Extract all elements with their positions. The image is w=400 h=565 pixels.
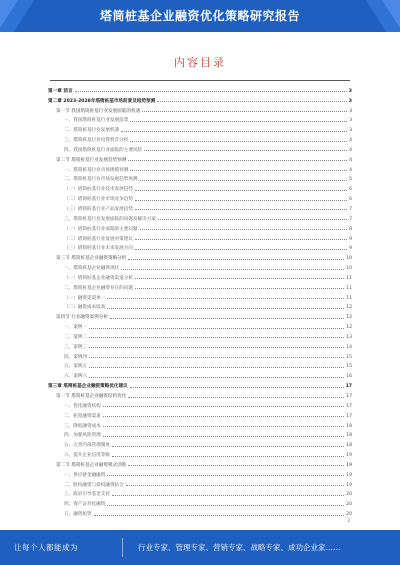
toc-entry[interactable] xyxy=(48,222,352,232)
toc-entry-title: 第二节 塔筒桩基行业发展趋势预测 xyxy=(56,157,127,163)
toc-entry[interactable] xyxy=(48,281,352,291)
toc-leader-dots xyxy=(140,180,348,181)
toc-entry[interactable] xyxy=(48,271,352,281)
toc-entry[interactable] xyxy=(48,310,352,320)
toc-entry[interactable] xyxy=(48,251,352,261)
toc-entry-page: 17 xyxy=(346,394,352,399)
toc-entry-title: 六、案例六 xyxy=(64,374,87,380)
toc-entry[interactable] xyxy=(48,94,352,104)
toc-entry-title: 二、股权融资与债权融资结合 xyxy=(64,482,124,488)
toc-leader-dots xyxy=(126,485,344,486)
toc-entry-title: 第二节 塔筒桩基企业融资模式创新 xyxy=(56,462,127,468)
toc-entry-title: 二、塔筒桩基行业市场发展趋势预测 xyxy=(64,177,138,183)
toc-entry-page: 15 xyxy=(346,354,352,360)
toc-entry-page: 20 xyxy=(346,502,352,508)
toc-entry[interactable] xyxy=(48,242,352,252)
toc-leader-dots xyxy=(107,308,344,309)
toc-entry[interactable] xyxy=(48,182,352,192)
toc-entry-title: 四、我国塔筒桩基行业面临的主要风险 xyxy=(64,147,143,153)
toc-entry[interactable] xyxy=(48,163,352,173)
toc-leader-dots xyxy=(94,515,345,516)
toc-entry-page: 17 xyxy=(345,384,352,390)
toc-entry-title: 第一节 塔筒桩基企业融资结构优化 xyxy=(56,394,127,399)
toc-entry-page: 20 xyxy=(346,492,352,498)
toc-entry-title: 一、塔筒桩基企业融资现状 xyxy=(64,266,120,272)
toc-entry-page: 7 xyxy=(349,206,352,212)
toc-leader-dots xyxy=(130,170,347,171)
toc-entry-title: 四、加强风险管理 xyxy=(64,433,101,439)
toc-leader-dots xyxy=(128,397,344,398)
toc-leader-dots xyxy=(135,278,344,279)
toc-entry-page: 3 xyxy=(349,128,352,134)
toc-entry-title: 第三章 塔筒桩基企业融资策略优化建议 xyxy=(48,384,128,390)
toc-entry-page: 11 xyxy=(346,285,352,291)
toc-entry[interactable] xyxy=(48,458,352,468)
toc-entry-page: 9 xyxy=(349,246,352,252)
toc-entry-title: 一、供应链金融融资 xyxy=(64,472,106,478)
toc-entry[interactable] xyxy=(48,399,352,409)
toc-entry-page: 7 xyxy=(349,216,352,222)
toc-entry[interactable] xyxy=(48,478,352,488)
toc-leader-dots xyxy=(112,446,344,447)
toc-entry-page: 17 xyxy=(346,413,352,419)
toc-entry-title: 一、塔筒桩基行业市场规模预测 xyxy=(64,167,129,173)
toc-entry-title: 五、融资租赁 xyxy=(64,512,92,518)
toc-leader-dots xyxy=(89,347,344,348)
toc-entry-title: （一）塔筒桩基企业融资渠道分析 xyxy=(64,275,133,281)
toc-entry-title: 四、案例四 xyxy=(64,354,87,360)
toc-entry[interactable] xyxy=(48,379,352,389)
toc-entry[interactable] xyxy=(48,468,352,478)
toc-divider xyxy=(50,80,350,81)
toc-entry-title: 第一章 前言 xyxy=(48,88,73,94)
toc-entry-page: 18 xyxy=(346,423,352,429)
toc-entry-page: 6 xyxy=(349,197,352,203)
table-of-contents xyxy=(48,84,352,517)
toc-entry-page: 12 xyxy=(346,315,352,321)
toc-leader-dots xyxy=(130,121,347,122)
toc-entry[interactable] xyxy=(48,419,352,429)
toc-entry[interactable] xyxy=(48,429,352,439)
toc-entry[interactable] xyxy=(48,133,352,143)
toc-entry[interactable] xyxy=(48,340,352,350)
toc-leader-dots xyxy=(89,377,344,378)
toc-leader-dots xyxy=(121,131,347,132)
toc-entry[interactable] xyxy=(48,192,352,202)
toc-leader-dots xyxy=(135,249,347,250)
toc-leader-dots xyxy=(89,337,344,338)
toc-leader-dots xyxy=(135,190,347,191)
toc-leader-dots xyxy=(107,475,344,476)
toc-entry-title: 三、政府引导基金支持 xyxy=(64,492,110,498)
toc-entry[interactable] xyxy=(48,173,352,183)
toc-leader-dots xyxy=(130,141,347,142)
toc-leader-dots xyxy=(121,269,344,270)
toc-entry[interactable] xyxy=(48,507,352,517)
header-bar xyxy=(0,0,400,32)
toc-entry-title: （二）融资成本较高 xyxy=(64,305,106,311)
toc-entry-page: 18 xyxy=(346,443,352,449)
toc-entry-page: 10 xyxy=(346,266,352,272)
toc-entry-title: （一）融资渠道单一 xyxy=(64,295,106,301)
toc-entry-title: 三、降低融资成本 xyxy=(64,423,101,429)
toc-entry-title: 三、塔筒桩基行业投资机会分析 xyxy=(64,138,129,144)
toc-entry-page: 9 xyxy=(349,236,352,242)
toc-entry-title: 二、案例二 xyxy=(64,334,87,340)
toc-entry-page: 10 xyxy=(346,256,352,262)
toc-entry-page: 11 xyxy=(346,295,352,301)
toc-entry[interactable] xyxy=(48,301,352,311)
footer-slogan-right: 行业专家、管理专家、营销专家、战略专家、成功企业家…… xyxy=(138,543,341,552)
toc-entry[interactable] xyxy=(48,360,352,370)
toc-entry[interactable] xyxy=(48,232,352,242)
toc-entry[interactable] xyxy=(48,123,352,133)
toc-leader-dots xyxy=(135,209,347,210)
toc-entry[interactable] xyxy=(48,114,352,124)
toc-leader-dots xyxy=(89,357,344,358)
toc-entry-page: 3 xyxy=(348,98,352,104)
toc-entry-page: 3 xyxy=(349,108,352,114)
toc-leader-dots xyxy=(128,160,347,161)
toc-entry-page: 18 xyxy=(346,433,352,439)
toc-entry-page: 8 xyxy=(349,226,352,232)
toc-entry-title: 五、完善内部管理制度 xyxy=(64,443,110,449)
toc-leader-dots xyxy=(135,200,347,201)
toc-entry-title: 三、案例三 xyxy=(64,344,87,350)
toc-leader-dots xyxy=(110,318,344,319)
toc-entry-title: 一、我国塔筒桩基行业发展前景 xyxy=(64,118,129,124)
toc-leader-dots xyxy=(142,111,347,112)
toc-entry[interactable] xyxy=(48,202,352,212)
toc-leader-dots xyxy=(103,416,344,417)
toc-entry[interactable] xyxy=(48,438,352,448)
page-number: 2 xyxy=(347,518,350,523)
toc-entry-title: （三）塔筒桩基行业产品发展趋势 xyxy=(64,206,133,212)
toc-entry-title: 二、拓宽融资渠道 xyxy=(64,413,101,419)
toc-entry-page: 3 xyxy=(349,118,352,124)
toc-entry-title: 二、塔筒桩基企业融资存在的问题 xyxy=(64,285,133,291)
toc-entry-page: 4 xyxy=(349,147,352,153)
toc-entry-title: 二、塔筒桩基行业发展机遇 xyxy=(64,128,120,134)
toc-entry-title: 第一节 我国塔筒桩基行业发展面临的机遇 xyxy=(56,108,141,114)
toc-entry[interactable] xyxy=(48,389,352,399)
toc-leader-dots xyxy=(107,298,344,299)
toc-entry-title: 五、案例五 xyxy=(64,364,87,370)
toc-leader-dots xyxy=(103,426,344,427)
toc-entry-page: 12 xyxy=(346,305,352,311)
toc-entry-title: 一、优化融资结构 xyxy=(64,403,101,409)
toc-entry-page: 16 xyxy=(346,374,352,380)
toc-entry[interactable] xyxy=(48,409,352,419)
report-title: 塔筒桩基企业融资优化策略研究报告 xyxy=(99,9,300,23)
toc-entry-title: （一）塔筒桩基行业技术发展趋势 xyxy=(64,187,133,193)
toc-leader-dots xyxy=(130,387,344,388)
toc-leader-dots xyxy=(103,436,344,437)
toc-entry[interactable] xyxy=(48,261,352,271)
toc-leader-dots xyxy=(89,328,344,329)
footer-slogan-left: 让每个人都能成为 xyxy=(14,543,78,552)
toc-entry[interactable] xyxy=(48,291,352,301)
toc-entry[interactable] xyxy=(48,320,352,330)
toc-leader-dots xyxy=(89,367,344,368)
toc-entry-page: 6 xyxy=(349,187,352,193)
toc-entry-page: 17 xyxy=(346,403,352,409)
toc-leader-dots xyxy=(75,91,347,92)
toc-leader-dots xyxy=(107,505,344,506)
toc-entry-page: 13 xyxy=(346,334,352,340)
toc-entry-page: 4 xyxy=(349,157,352,163)
toc-entry-title: （二）塔筒桩基行业市场竞争趋势 xyxy=(64,197,133,203)
toc-heading: 内容目录 xyxy=(174,56,226,69)
toc-entry[interactable] xyxy=(48,350,352,360)
toc-entry[interactable] xyxy=(48,104,352,114)
toc-entry-title: 四、资产证券化融资 xyxy=(64,502,106,508)
toc-entry[interactable] xyxy=(48,497,352,507)
toc-leader-dots xyxy=(158,219,347,220)
toc-leader-dots xyxy=(157,101,347,102)
toc-entry[interactable] xyxy=(48,143,352,153)
toc-entry[interactable] xyxy=(48,153,352,163)
toc-entry-page: 5 xyxy=(349,177,352,183)
toc-entry-page: 11 xyxy=(346,275,352,281)
toc-entry[interactable] xyxy=(48,84,352,94)
toc-entry-page: 3 xyxy=(348,88,352,94)
toc-leader-dots xyxy=(144,150,347,151)
toc-entry-title: 一、案例一 xyxy=(64,325,87,331)
toc-leader-dots xyxy=(140,229,348,230)
footer-bar xyxy=(0,530,400,565)
toc-entry-page: 20 xyxy=(346,512,352,518)
toc-entry-page: 14 xyxy=(346,344,352,350)
toc-entry-page: 12 xyxy=(346,325,352,331)
toc-entry-page: 4 xyxy=(349,138,352,144)
toc-entry-title: 第三节 塔筒桩基企业融资策略分析 xyxy=(56,256,127,262)
toc-entry-title: （一）塔筒桩基行业面临的主要问题 xyxy=(64,226,138,232)
toc-entry[interactable] xyxy=(48,330,352,340)
toc-entry-page: 19 xyxy=(346,453,352,459)
toc-entry-title: （三）塔筒桩基行业未来发展方向 xyxy=(64,246,133,252)
toc-entry-title: 六、提升企业信用等级 xyxy=(64,453,110,459)
toc-leader-dots xyxy=(112,495,344,496)
toc-leader-dots xyxy=(135,239,347,240)
toc-leader-dots xyxy=(128,465,344,466)
toc-entry-page: 19 xyxy=(346,472,352,478)
toc-leader-dots xyxy=(103,406,344,407)
toc-entry-title: 第四节 行业融资案例分析 xyxy=(56,315,108,321)
toc-entry-title: 第二章 2023-2028年塔筒桩基市场前景及趋势预测 xyxy=(48,98,156,104)
toc-entry-page: 19 xyxy=(346,462,352,468)
footer-divider xyxy=(122,538,123,557)
toc-leader-dots xyxy=(112,456,344,457)
toc-entry[interactable] xyxy=(48,448,352,458)
toc-entry-page: 15 xyxy=(346,364,352,370)
toc-entry-page: 19 xyxy=(346,482,352,488)
toc-entry-page: 4 xyxy=(349,167,352,173)
toc-leader-dots xyxy=(128,259,344,260)
toc-entry[interactable] xyxy=(48,212,352,222)
toc-entry-title: （二）塔筒桩基行业发展对策建议 xyxy=(64,236,133,242)
toc-entry-title: 三、塔筒桩基行业发展面临的问题及解决方案 xyxy=(64,216,156,222)
toc-entry[interactable] xyxy=(48,369,352,379)
toc-leader-dots xyxy=(135,288,344,289)
toc-entry[interactable] xyxy=(48,488,352,498)
